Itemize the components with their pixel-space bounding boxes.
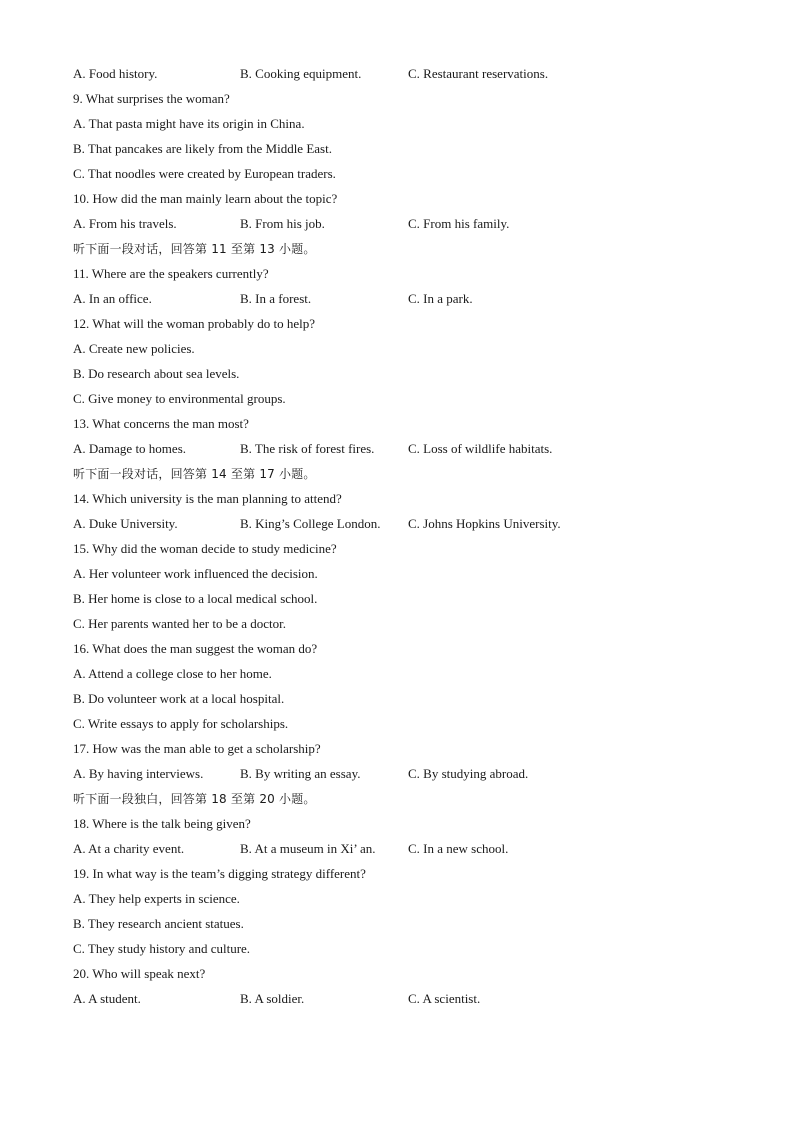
answer-option: C. Her parents wanted her to be a doctor.: [73, 616, 286, 631]
answer-option: B. King’s College London.: [240, 516, 381, 531]
answer-option: A. In an office.: [73, 291, 152, 306]
question-text: 9. What surprises the woman?: [73, 91, 230, 106]
options-row: [73, 289, 733, 309]
question-text: 11. Where are the speakers currently?: [73, 266, 269, 281]
answer-option: A. At a charity event.: [73, 841, 185, 856]
options-row: [73, 214, 733, 234]
question-text: 15. Why did the woman decide to study medicine?: [73, 541, 337, 556]
options-row: [73, 439, 733, 459]
answer-option: C. That noodles were created by European traders.: [73, 166, 336, 181]
question-text: 17. How was the man able to get a scholarship?: [73, 741, 321, 756]
answer-option: B. In a forest.: [240, 291, 312, 306]
options-row: [73, 989, 733, 1009]
answer-option: A. By having interviews.: [73, 766, 204, 781]
question-text: 16. What does the man suggest the woman do?: [73, 641, 318, 656]
question-text: 19. In what way is the team’s digging strategy different?: [73, 866, 366, 881]
answer-option: A. Duke University.: [73, 516, 178, 531]
question-text: 10. How did the man mainly learn about the topic?: [73, 191, 338, 206]
answer-option: A. Create new policies.: [73, 341, 195, 356]
answer-option: B. A soldier.: [240, 991, 305, 1006]
answer-option: A. That pasta might have its origin in China.: [73, 116, 305, 131]
answer-option: B. That pancakes are likely from the Middle East.: [73, 141, 332, 156]
answer-option: C. In a new school.: [408, 841, 509, 856]
question-text: 14. Which university is the man planning to attend?: [73, 491, 342, 506]
options-row: [73, 514, 733, 534]
section-instruction: 听下面一段对话，回答第 14 至第 17 小题。: [73, 467, 316, 481]
answer-option: A. Attend a college close to her home.: [73, 666, 272, 681]
question-text: 18. Where is the talk being given?: [73, 816, 251, 831]
answer-option: A. Food history.: [73, 66, 158, 81]
answer-option: A. A student.: [73, 991, 141, 1006]
answer-option: B. The risk of forest fires.: [240, 441, 375, 456]
options-row: [73, 764, 733, 784]
answer-option: A. Damage to homes.: [73, 441, 187, 456]
answer-option: C. By studying abroad.: [408, 766, 529, 781]
answer-option: B. Do research about sea levels.: [73, 366, 240, 381]
answer-option: C. Write essays to apply for scholarships.: [73, 716, 289, 731]
options-row: [73, 839, 733, 859]
answer-option: B. Her home is close to a local medical school.: [73, 591, 318, 606]
section-instruction: 听下面一段独白，回答第 18 至第 20 小题。: [73, 792, 316, 806]
answer-option: A. Her volunteer work influenced the decision.: [73, 566, 318, 581]
answer-option: C. From his family.: [408, 216, 510, 231]
answer-option: B. They research ancient statues.: [73, 916, 244, 931]
answer-option: A. They help experts in science.: [73, 891, 240, 906]
answer-option: C. Johns Hopkins University.: [408, 516, 561, 531]
answer-option: B. Do volunteer work at a local hospital.: [73, 691, 285, 706]
answer-option: C. A scientist.: [408, 991, 481, 1006]
question-text: 20. Who will speak next?: [73, 966, 206, 981]
answer-option: B. Cooking equipment.: [240, 66, 362, 81]
answer-option: C. They study history and culture.: [73, 941, 251, 956]
answer-option: B. At a museum in Xi’ an.: [240, 841, 376, 856]
answer-option: C. Give money to environmental groups.: [73, 391, 286, 406]
answer-option: C. Restaurant reservations.: [408, 66, 549, 81]
section-instruction: 听下面一段对话，回答第 11 至第 13 小题。: [73, 242, 316, 256]
options-row: [73, 64, 733, 84]
question-text: 12. What will the woman probably do to help?: [73, 316, 316, 331]
answer-option: A. From his travels.: [73, 216, 177, 231]
answer-option: C. Loss of wildlife habitats.: [408, 441, 553, 456]
answer-option: C. In a park.: [408, 291, 473, 306]
answer-option: B. By writing an essay.: [240, 766, 361, 781]
answer-option: B. From his job.: [240, 216, 325, 231]
question-text: 13. What concerns the man most?: [73, 416, 249, 431]
